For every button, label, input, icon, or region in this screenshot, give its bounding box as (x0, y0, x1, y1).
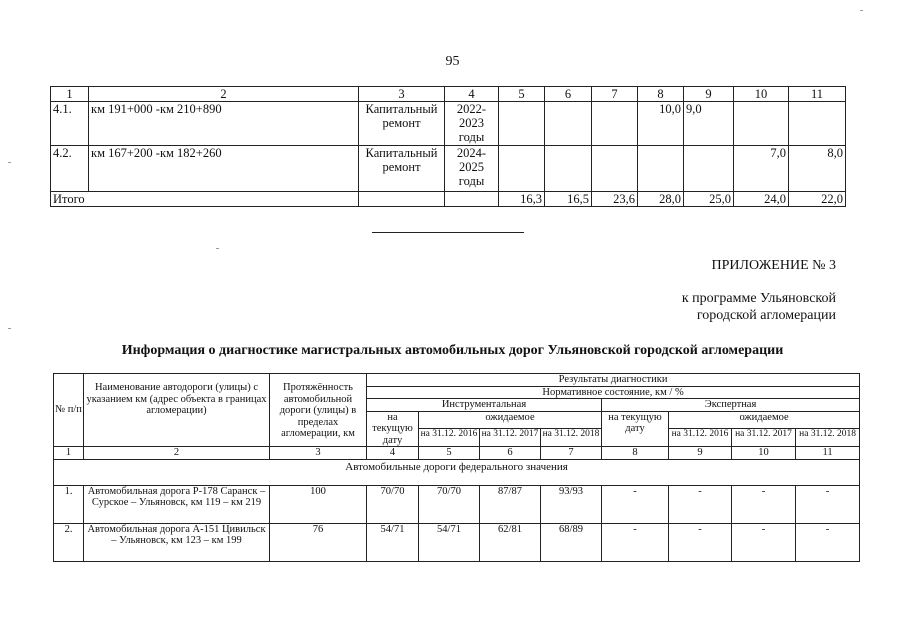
value-cell (499, 146, 545, 192)
column-number: 9 (669, 447, 732, 460)
years: 2024-2025 годы (445, 146, 499, 192)
program-line: городской агломерации (696, 308, 836, 323)
value-cell: 93/93 (541, 485, 602, 523)
value-cell (499, 102, 545, 146)
header-date-2017: на 31.12. 2017 (732, 429, 796, 447)
road-name: Автомобильная дорога А-151 Цивильск – Ульяновск, км 123 – км 199 (84, 523, 270, 561)
value-cell: - (732, 485, 796, 523)
column-number: 11 (796, 447, 860, 460)
years: 2022-2023 годы (445, 102, 499, 146)
work-type: Капитальный ремонт (359, 146, 445, 192)
header-row (54, 374, 860, 387)
scan-speck (8, 328, 11, 329)
header-expected: ожидаемое (669, 411, 860, 429)
appendix-title: ПРИЛОЖЕНИЕ № 3 (711, 258, 836, 273)
column-number: 9 (684, 87, 734, 102)
value-cell: 9,0 (684, 102, 734, 146)
header-instrumental: Инструментальная (367, 399, 602, 412)
column-numbers-row (54, 447, 860, 460)
value-cell: 7,0 (734, 146, 789, 192)
row-number: 4.1. (51, 102, 89, 146)
value-cell: 62/81 (480, 523, 541, 561)
road-length: 100 (270, 485, 367, 523)
value-cell (684, 146, 734, 192)
header-normative: Нормативное состояние, км / % (367, 386, 860, 399)
value-cell (545, 146, 592, 192)
table-row (51, 146, 846, 192)
total-value: 22,0 (789, 192, 846, 207)
header-results: Результаты диагностики (367, 374, 860, 387)
column-number: 6 (480, 447, 541, 460)
value-cell: - (796, 485, 860, 523)
column-number: 11 (789, 87, 846, 102)
total-value: 25,0 (684, 192, 734, 207)
total-label: Итого (51, 192, 359, 207)
value-cell (545, 102, 592, 146)
total-row (51, 192, 846, 207)
column-number: 10 (734, 87, 789, 102)
value-cell: - (669, 523, 732, 561)
column-number: 6 (545, 87, 592, 102)
empty-cell (359, 192, 445, 207)
section-title: Автомобильные дороги федерального значения (54, 459, 860, 485)
header-length: Протяжённость автомобильной дороги (улицы) в пределах агломерации, км (270, 374, 367, 447)
total-value: 23,6 (592, 192, 638, 207)
total-value: 24,0 (734, 192, 789, 207)
section-row (54, 459, 860, 485)
column-number: 4 (367, 447, 419, 460)
row-number: 2. (54, 523, 84, 561)
value-cell: - (669, 485, 732, 523)
column-number: 2 (84, 447, 270, 460)
page-number: 95 (445, 54, 460, 69)
column-number: 5 (499, 87, 545, 102)
row-number: 1. (54, 485, 84, 523)
value-cell: 70/70 (367, 485, 419, 523)
column-number: 7 (592, 87, 638, 102)
column-number: 3 (270, 447, 367, 460)
column-number: 5 (419, 447, 480, 460)
header-date-2016: на 31.12. 2016 (419, 429, 480, 447)
road-section: км 191+000 -км 210+890 (89, 102, 359, 146)
header-date-2016: на 31.12. 2016 (669, 429, 732, 447)
value-cell: - (602, 523, 669, 561)
program-line: к программе Ульяновской (681, 291, 836, 306)
total-value: 16,3 (499, 192, 545, 207)
value-cell (638, 146, 684, 192)
column-number: 10 (732, 447, 796, 460)
header-expected: ожидаемое (419, 411, 602, 429)
column-number: 8 (602, 447, 669, 460)
total-value: 16,5 (545, 192, 592, 207)
value-cell: - (602, 485, 669, 523)
column-number: 7 (541, 447, 602, 460)
empty-cell (445, 192, 499, 207)
header-current-date: на текущую дату (367, 411, 419, 447)
diagnostics-table (53, 373, 860, 562)
value-cell: 54/71 (367, 523, 419, 561)
document-heading: Информация о диагностике магистральных автомобильных дорог Ульяновской городской агломерации (121, 343, 784, 358)
value-cell: 10,0 (638, 102, 684, 146)
scan-speck (216, 248, 219, 249)
road-length: 76 (270, 523, 367, 561)
scan-speck (860, 10, 863, 11)
header-current-date: на текущую дату (602, 411, 669, 447)
header-expert: Экспертная (602, 399, 860, 412)
header-num: № п/п (54, 374, 84, 447)
value-cell (592, 146, 638, 192)
header-road-name: Наименование автодороги (улицы) с указанием км (адрес объекта в границах агломерации) (84, 374, 270, 447)
value-cell: 54/71 (419, 523, 480, 561)
header-date-2018: на 31.12. 2018 (796, 429, 860, 447)
value-cell: - (732, 523, 796, 561)
value-cell (734, 102, 789, 146)
road-repair-table (50, 86, 846, 207)
value-cell: 8,0 (789, 146, 846, 192)
column-number: 1 (54, 447, 84, 460)
column-number: 3 (359, 87, 445, 102)
column-number: 1 (51, 87, 89, 102)
value-cell (592, 102, 638, 146)
column-number: 4 (445, 87, 499, 102)
table-header-row (51, 87, 846, 102)
road-section: км 167+200 -км 182+260 (89, 146, 359, 192)
header-date-2017: на 31.12. 2017 (480, 429, 541, 447)
value-cell: 70/70 (419, 485, 480, 523)
program-reference (600, 290, 836, 324)
column-number: 2 (89, 87, 359, 102)
section-divider (372, 232, 524, 233)
table-row (54, 523, 860, 561)
value-cell: 68/89 (541, 523, 602, 561)
table-row (51, 102, 846, 146)
table-row (54, 485, 860, 523)
row-number: 4.2. (51, 146, 89, 192)
header-date-2018: на 31.12. 2018 (541, 429, 602, 447)
road-name: Автомобильная дорога Р-178 Саранск – Сурское – Ульяновск, км 119 – км 219 (84, 485, 270, 523)
column-number: 8 (638, 87, 684, 102)
value-cell (789, 102, 846, 146)
total-value: 28,0 (638, 192, 684, 207)
value-cell: - (796, 523, 860, 561)
scan-speck (8, 162, 11, 163)
value-cell: 87/87 (480, 485, 541, 523)
work-type: Капитальный ремонт (359, 102, 445, 146)
